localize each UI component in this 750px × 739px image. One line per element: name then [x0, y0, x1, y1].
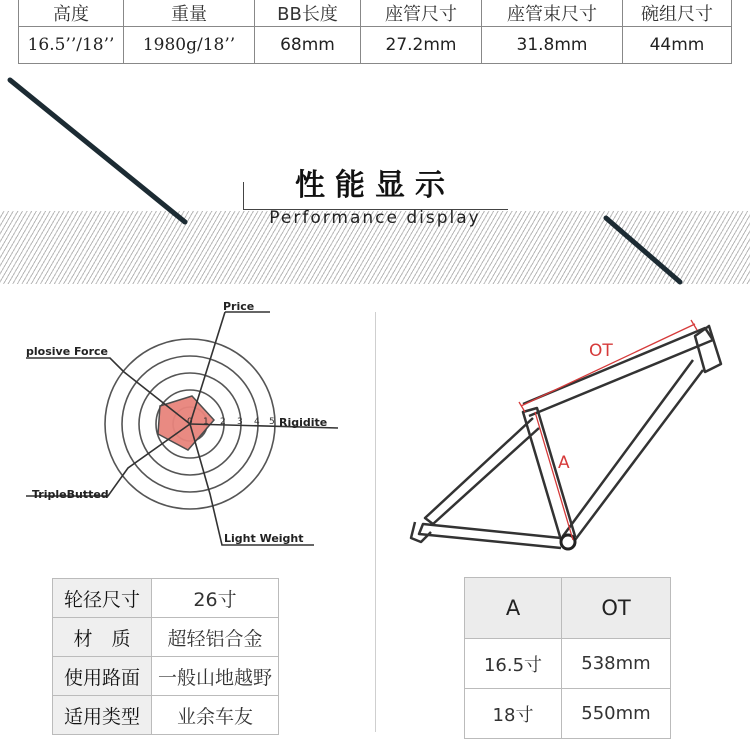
info-key: 材 质	[53, 618, 152, 657]
tick-1: 1	[203, 417, 209, 427]
info-row	[53, 657, 279, 696]
decorative-diagonals	[0, 0, 750, 300]
tick-3: 3	[237, 417, 243, 427]
bike-frame-diagram	[375, 300, 750, 570]
a-label: A	[558, 453, 570, 473]
spec-value-headset: 44mm	[623, 27, 732, 64]
spec-header-bb: BB长度	[255, 0, 361, 27]
spec-header-seatpost: 座管尺寸	[361, 0, 482, 27]
size-header-a: A	[465, 578, 562, 639]
spec-value-seatpost: 27.2mm	[361, 27, 482, 64]
label-light-weight: Light Weight	[224, 532, 304, 545]
chain-stay	[419, 524, 561, 548]
info-value: 业余车友	[152, 696, 279, 735]
label-price: Price	[223, 300, 255, 313]
info-key: 适用类型	[53, 696, 152, 735]
size-cell: 550mm	[562, 689, 671, 739]
leader-light	[190, 424, 314, 545]
section-title-text: 性能显示	[291, 168, 459, 203]
tick-5: 5	[269, 417, 275, 427]
label-rigidite: Rigidite	[279, 416, 328, 429]
size-cell: 538mm	[562, 639, 671, 689]
tick-4: 4	[254, 417, 260, 427]
size-table	[464, 577, 671, 739]
spec-value-clamp: 31.8mm	[482, 27, 623, 64]
spec-value-weight: 1980g/18’’	[124, 27, 255, 64]
down-tube	[563, 360, 703, 540]
performance-rings-diagram	[0, 290, 375, 560]
info-key: 轮径尺寸	[53, 579, 152, 618]
size-row	[465, 689, 671, 739]
section-title	[242, 160, 508, 204]
spec-header-clamp: 座管束尺寸	[482, 0, 623, 27]
label-triple-butted: TripleButted	[32, 488, 109, 501]
tick-2: 2	[220, 417, 226, 427]
spec-header-weight: 重量	[124, 0, 255, 27]
info-table	[52, 578, 279, 735]
info-row	[53, 579, 279, 618]
info-row	[53, 696, 279, 735]
spec-value-bb: 68mm	[255, 27, 361, 64]
section-subtitle: Performance display	[269, 208, 481, 228]
size-cell: 16.5寸	[465, 639, 562, 689]
ot-label: OT	[589, 341, 613, 361]
info-value: 26寸	[152, 579, 279, 618]
spec-header-height: 高度	[19, 0, 124, 27]
tick-0: 0	[187, 417, 193, 427]
info-key: 使用路面	[53, 657, 152, 696]
label-explosive-force: plosive Force	[26, 345, 109, 358]
seat-stay	[425, 418, 539, 524]
info-value: 超轻铝合金	[152, 618, 279, 657]
spec-value-height: 16.5’’/18’’	[19, 27, 124, 64]
size-row	[465, 639, 671, 689]
spec-header-headset: 碗组尺寸	[623, 0, 732, 27]
size-header-ot: OT	[562, 578, 671, 639]
size-cell: 18寸	[465, 689, 562, 739]
info-value: 一般山地越野	[152, 657, 279, 696]
bottom-bracket	[561, 535, 575, 549]
info-row	[53, 618, 279, 657]
size-header-row	[465, 578, 671, 639]
